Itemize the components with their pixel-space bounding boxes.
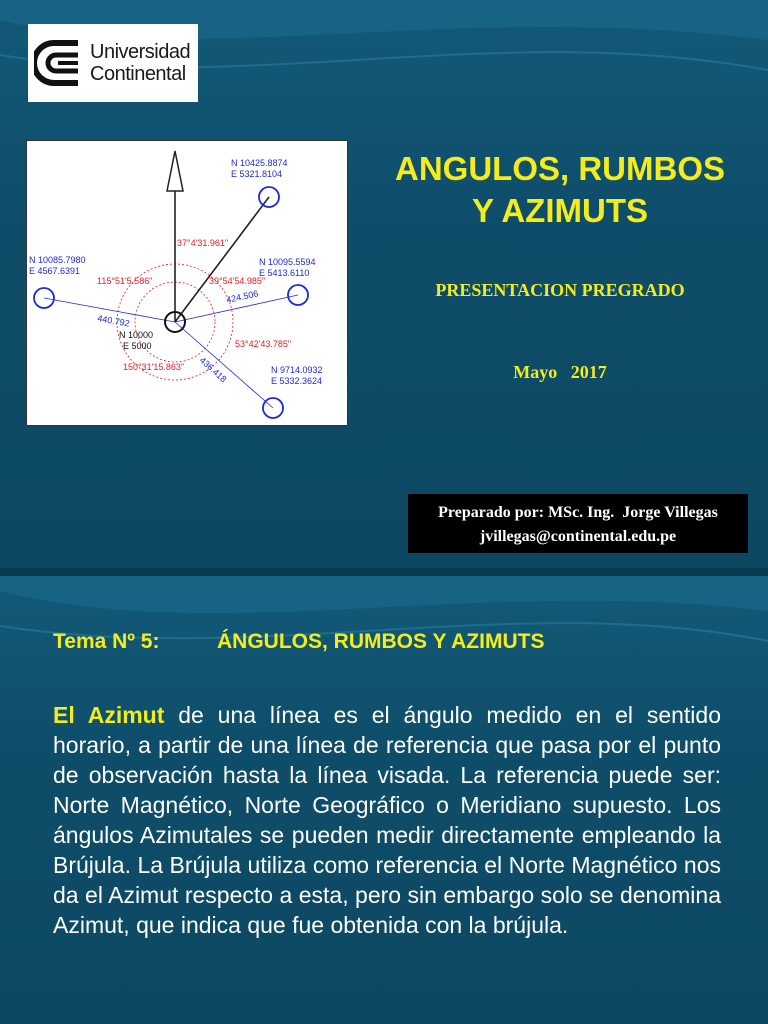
logo-line1: Universidad [90, 41, 191, 63]
point-c-n: N 10095.5594 [259, 257, 316, 267]
topic-title: ÁNGULOS, RUMBOS Y AZIMUTS [217, 630, 545, 653]
point-b-e: E 4567.6391 [29, 266, 81, 276]
point-c-e: E 5413.6110 [259, 268, 310, 278]
station-n: N 10000 [119, 330, 154, 340]
cover-date: Mayo 2017 [513, 362, 607, 382]
author-email: jvillegas@continental.edu.pe [479, 528, 677, 545]
point-a-e: E 5321.8104 [231, 169, 283, 179]
angle-c: 39°54'54.985" [209, 276, 266, 286]
topic-heading [53, 630, 544, 654]
point-a-n: N 10425.8874 [231, 158, 288, 168]
angle-d: 53°42'43.785" [235, 339, 292, 349]
angle-a: 37°4'31.961" [177, 238, 229, 248]
cover-title-line2: Y AZIMUTS [471, 192, 648, 229]
logo-line2: Continental [90, 63, 186, 85]
university-logo [28, 24, 198, 102]
north-arrow-icon [167, 151, 183, 191]
point-b-n: N 10085.7980 [29, 255, 86, 265]
angle-e: 150°31'15.863" [123, 362, 185, 372]
distance-c: 424.506 [225, 288, 260, 305]
station-e: E 5000 [123, 341, 152, 351]
distance-b: 440.792 [96, 313, 131, 329]
slide-separator [0, 568, 768, 576]
prepared-by: Preparado por: MSc. Ing. Jorge Villegas [438, 504, 718, 521]
azimut-term: El Azimut [53, 702, 165, 728]
cover-title-line1: ANGULOS, RUMBOS [395, 150, 725, 187]
azimuth-diagram-svg [27, 141, 347, 425]
cover-subtitle: PRESENTACION PREGRADO [435, 280, 685, 300]
azimuth-diagram [26, 140, 348, 426]
point-d-n: N 9714.0932 [271, 365, 323, 375]
continental-logo-icon [34, 35, 84, 91]
azimut-definition [53, 700, 721, 940]
point-d-e: E 5332.3624 [271, 376, 323, 386]
cover-title [370, 148, 750, 232]
author-box [408, 494, 748, 553]
azimut-paragraph: de una línea es el ángulo medido en el sentido horario, a partir de una línea de referencia que pasa por el punto de observación hasta la línea visada. La referencia puede ser: Norte Magnético, Norte Geográfico o Meridiano supuesto. Los ángulos Azimutales se pueden medir directamente empleando la Brújula. La Brújula utiliza como referencia el Norte Magnético nos da el Azimut respecto a esta, pero sin embargo solo se denomina Azimut, que indica que fue obtenida con la brújula. [53, 702, 721, 938]
topic-number: Tema Nº 5: [53, 630, 160, 653]
angle-b: 115°51'5.586" [97, 276, 153, 286]
distance-d: 436.418 [197, 355, 229, 385]
